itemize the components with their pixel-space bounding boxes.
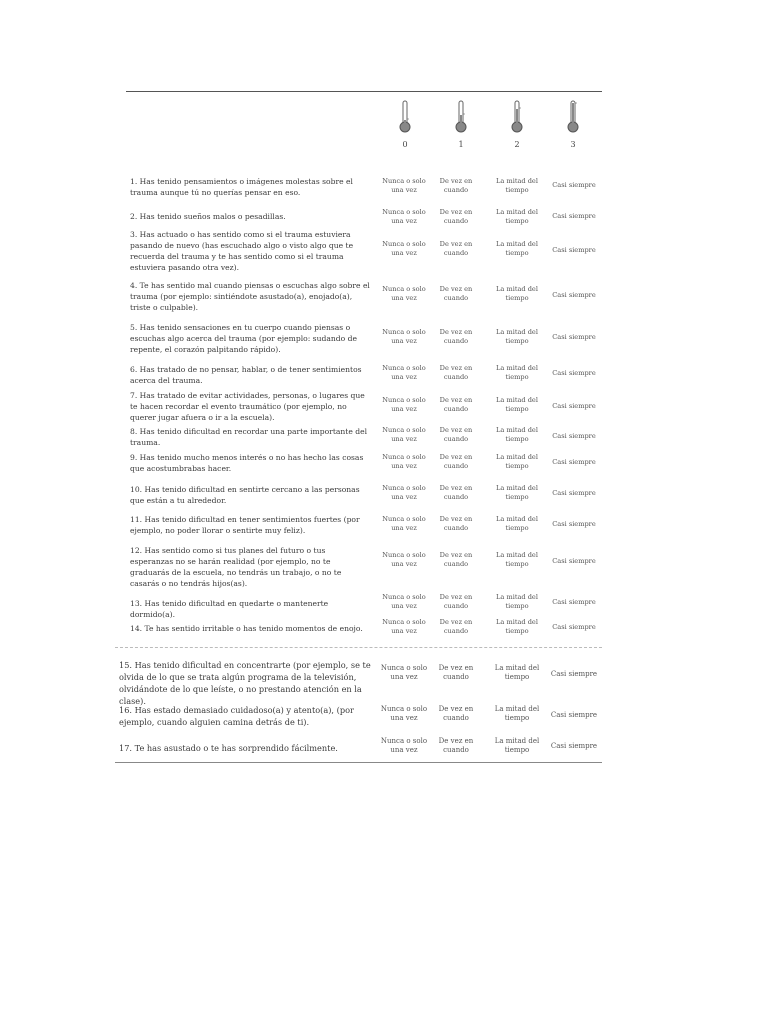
scale-level-0: 0 — [402, 140, 408, 149]
q14-option-never[interactable]: Nunca o solo una vez — [382, 618, 426, 635]
q8-option-half[interactable]: La mitad del tiempo — [496, 426, 538, 443]
question-4: 4. Te has sentido mal cuando piensas o escuchas algo sobre el trauma (por ejemplo: sintiéndote asustado(a), enojado(a), triste o culpable). — [130, 281, 370, 312]
q2-option-almost[interactable]: Casi siempre — [552, 212, 596, 220]
q6-option-half[interactable]: La mitad del tiempo — [496, 364, 538, 381]
q14-option-almost[interactable]: Casi siempre — [552, 623, 596, 631]
q3-option-almost[interactable]: Casi siempre — [552, 246, 596, 254]
q10-option-almost[interactable]: Casi siempre — [552, 489, 596, 497]
q14-option-half[interactable]: La mitad del tiempo — [496, 618, 538, 635]
q7-option-half[interactable]: La mitad del tiempo — [496, 396, 538, 413]
q16-option-sometimes[interactable]: De vez en cuando — [438, 705, 474, 722]
q6-option-almost[interactable]: Casi siempre — [552, 369, 596, 377]
q9-option-almost[interactable]: Casi siempre — [552, 458, 596, 466]
q1-option-never[interactable]: Nunca o solo una vez — [382, 177, 426, 194]
q14-option-sometimes[interactable]: De vez en cuando — [439, 618, 473, 635]
thermometer-0 — [390, 100, 420, 160]
q6-option-sometimes[interactable]: De vez en cuando — [439, 364, 473, 381]
scale-level-3: 3 — [570, 140, 576, 149]
q4-option-almost[interactable]: Casi siempre — [552, 291, 596, 299]
q9-option-half[interactable]: La mitad del tiempo — [496, 453, 538, 470]
thermometer-empty-icon — [397, 100, 413, 134]
q7-option-almost[interactable]: Casi siempre — [552, 402, 596, 410]
question-12: 12. Has sentido como si tus planes del futuro o tus esperanzas no se harán realidad (por ejemplo, no te graduarás de la escuela, no tendrás un trabajo, o no te casarás o no tendrás hijos(as). — [130, 546, 342, 588]
q9-option-sometimes[interactable]: De vez en cuando — [439, 453, 473, 470]
q4-option-sometimes[interactable]: De vez en cuando — [439, 285, 473, 302]
q13-option-sometimes[interactable]: De vez en cuando — [439, 593, 473, 610]
q6-option-never[interactable]: Nunca o solo una vez — [382, 364, 426, 381]
q17-option-never[interactable]: Nunca o solo una vez — [380, 737, 428, 754]
question-3: 3. Has actuado o has sentido como si el trauma estuviera pasando de nuevo (has escuchado algo o visto algo que te recuerda del trauma y te has sentido como si el trauma estuviera pasando otra vez). — [130, 230, 354, 272]
q12-option-never[interactable]: Nunca o solo una vez — [382, 551, 426, 568]
q9-option-never[interactable]: Nunca o solo una vez — [382, 453, 426, 470]
question-13: 13. Has tenido dificultad en quedarte o mantenerte dormido(a). — [130, 599, 329, 619]
q11-option-almost[interactable]: Casi siempre — [552, 520, 596, 528]
q2-option-sometimes[interactable]: De vez en cuando — [439, 208, 473, 225]
q8-option-almost[interactable]: Casi siempre — [552, 432, 596, 440]
question-16: 16. Has estado demasiado cuidadoso(a) y atento(a), (por ejemplo, cuando alguien camina detrás de ti). — [119, 705, 354, 727]
q11-option-half[interactable]: La mitad del tiempo — [496, 515, 538, 532]
scale-level-1: 1 — [458, 140, 464, 149]
q17-option-sometimes[interactable]: De vez en cuando — [438, 737, 474, 754]
question-8: 8. Has tenido dificultad en recordar una parte importante del trauma. — [130, 427, 368, 447]
scale-level-2: 2 — [514, 140, 520, 149]
q11-option-sometimes[interactable]: De vez en cuando — [439, 515, 473, 532]
question-6: 6. Has tratado de no pensar, hablar, o de tener sentimientos acerca del trauma. — [130, 365, 362, 385]
question-2: 2. Has tenido sueños malos o pesadillas. — [130, 212, 286, 221]
q1-option-half[interactable]: La mitad del tiempo — [496, 177, 538, 194]
q16-option-never[interactable]: Nunca o solo una vez — [380, 705, 428, 722]
q10-option-half[interactable]: La mitad del tiempo — [496, 484, 538, 501]
q5-option-almost[interactable]: Casi siempre — [552, 333, 596, 341]
scale-header — [380, 100, 600, 160]
question-14: 14. Te has sentido irritable o has tenido momentos de enojo. — [130, 624, 363, 633]
q15-option-half[interactable]: La mitad del tiempo — [494, 664, 540, 681]
q12-option-sometimes[interactable]: De vez en cuando — [439, 551, 473, 568]
q16-option-half[interactable]: La mitad del tiempo — [494, 705, 540, 722]
question-9: 9. Has tenido mucho menos interés o no has hecho las cosas que acostumbrabas hacer. — [130, 453, 364, 473]
q13-option-half[interactable]: La mitad del tiempo — [496, 593, 538, 610]
q11-option-never[interactable]: Nunca o solo una vez — [382, 515, 426, 532]
q5-option-half[interactable]: La mitad del tiempo — [496, 328, 538, 345]
q17-option-almost[interactable]: Casi siempre — [550, 742, 598, 750]
thermometer-1 — [446, 100, 476, 160]
q16-option-almost[interactable]: Casi siempre — [550, 711, 598, 719]
question-5: 5. Has tenido sensaciones en tu cuerpo cuando piensas o escuchas algo acerca del trauma (por ejemplo: sudando de repente, el corazón palpitando rápido). — [130, 323, 357, 354]
top-rule — [126, 91, 602, 92]
q2-option-never[interactable]: Nunca o solo una vez — [382, 208, 426, 225]
question-10: 10. Has tenido dificultad en sentirte cercano a las personas que están a tu alrededor. — [130, 485, 360, 505]
question-11: 11. Has tenido dificultad en tener sentimientos fuertes (por ejemplo, no poder llorar o sentirte muy feliz). — [130, 515, 360, 535]
thermometer-2 — [502, 100, 532, 160]
question-15: 15. Has tenido dificultad en concentrarte (por ejemplo, se te olvida de lo que se trata algún programa de la televisión, olvidándote de lo que leíste, o no prestando atención en la clase). — [119, 660, 371, 706]
q4-option-half[interactable]: La mitad del tiempo — [496, 285, 538, 302]
q5-option-never[interactable]: Nunca o solo una vez — [382, 328, 426, 345]
q8-option-never[interactable]: Nunca o solo una vez — [382, 426, 426, 443]
q15-option-sometimes[interactable]: De vez en cuando — [438, 664, 474, 681]
thermometer-full-icon — [565, 100, 581, 134]
q5-option-sometimes[interactable]: De vez en cuando — [439, 328, 473, 345]
q2-option-half[interactable]: La mitad del tiempo — [496, 208, 538, 225]
q8-option-sometimes[interactable]: De vez en cuando — [439, 426, 473, 443]
q15-option-never[interactable]: Nunca o solo una vez — [380, 664, 428, 681]
thermometer-mid-icon — [509, 100, 525, 134]
question-1: 1. Has tenido pensamientos o imágenes molestas sobre el trauma aunque tú no querías pensar en eso. — [130, 177, 353, 197]
q13-option-almost[interactable]: Casi siempre — [552, 598, 596, 606]
question-7: 7. Has tratado de evitar actividades, personas, o lugares que te hacen recordar el evento traumático (por ejemplo, no querer jugar afuera o ir a la escuela). — [130, 391, 365, 422]
q3-option-never[interactable]: Nunca o solo una vez — [382, 240, 426, 257]
q1-option-almost[interactable]: Casi siempre — [552, 181, 596, 189]
q10-option-sometimes[interactable]: De vez en cuando — [439, 484, 473, 501]
q4-option-never[interactable]: Nunca o solo una vez — [382, 285, 426, 302]
question-17: 17. Te has asustado o te has sorprendido fácilmente. — [119, 743, 338, 753]
q7-option-sometimes[interactable]: De vez en cuando — [439, 396, 473, 413]
q3-option-sometimes[interactable]: De vez en cuando — [439, 240, 473, 257]
page-break-divider — [115, 647, 602, 648]
q3-option-half[interactable]: La mitad del tiempo — [496, 240, 538, 257]
q1-option-sometimes[interactable]: De vez en cuando — [439, 177, 473, 194]
q17-option-half[interactable]: La mitad del tiempo — [494, 737, 540, 754]
q12-option-half[interactable]: La mitad del tiempo — [496, 551, 538, 568]
thermometer-3 — [558, 100, 588, 160]
thermometer-low-icon — [453, 100, 469, 134]
q7-option-never[interactable]: Nunca o solo una vez — [382, 396, 426, 413]
q12-option-almost[interactable]: Casi siempre — [552, 557, 596, 565]
q15-option-almost[interactable]: Casi siempre — [550, 670, 598, 678]
bottom-rule — [115, 762, 602, 763]
q13-option-never[interactable]: Nunca o solo una vez — [382, 593, 426, 610]
q10-option-never[interactable]: Nunca o solo una vez — [382, 484, 426, 501]
